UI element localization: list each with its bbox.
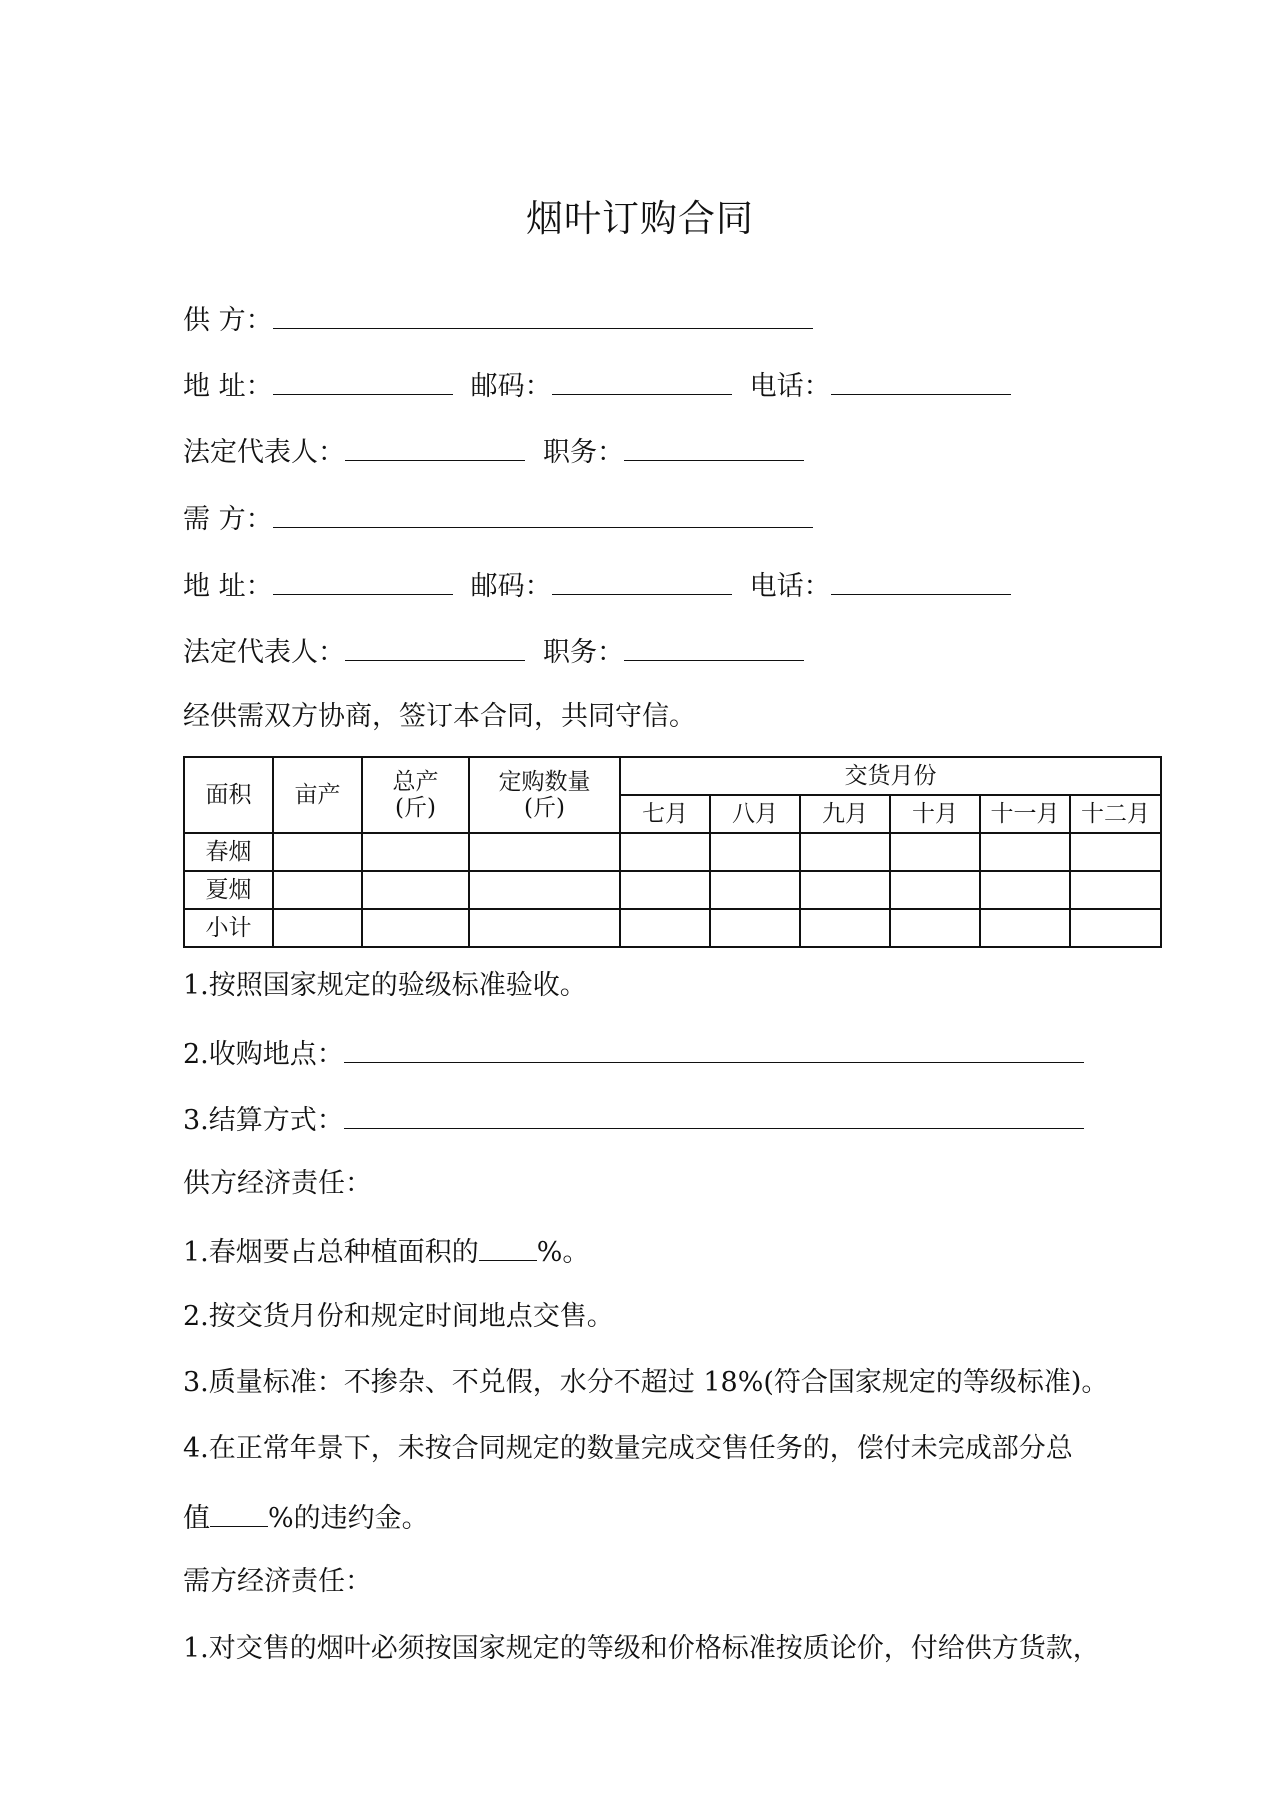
buyer-phone-blank[interactable] xyxy=(831,564,1011,595)
supplier-duty-1-suffix: %。 xyxy=(536,1237,590,1268)
supplier-position-blank[interactable] xyxy=(624,430,804,461)
buyer-position-blank[interactable] xyxy=(624,630,804,661)
header-month: 十月 xyxy=(890,795,980,833)
clause-3-line xyxy=(183,1098,1084,1138)
buyer-contact-line xyxy=(183,564,1011,604)
table-cell[interactable] xyxy=(980,909,1070,947)
supplier-party-label: 供 方： xyxy=(183,305,273,336)
supplier-duty-4-line1: 4.在正常年景下，未按合同规定的数量完成交售任务的，偿付未完成部分总 xyxy=(183,1433,1073,1464)
header-month: 九月 xyxy=(800,795,890,833)
purchase-location-blank[interactable] xyxy=(344,1032,1084,1063)
table-cell[interactable] xyxy=(980,871,1070,909)
row-label: 小计 xyxy=(184,909,273,947)
table-cell[interactable] xyxy=(273,871,362,909)
supplier-party-line xyxy=(183,298,813,338)
row-label: 春烟 xyxy=(184,833,273,871)
buyer-legal-rep-label: 法定代表人： xyxy=(183,637,345,668)
table-cell[interactable] xyxy=(710,909,800,947)
supplier-duty-1-text: 1.春烟要占总种植面积的 xyxy=(183,1237,479,1268)
supplier-duty-4-prefix: 值 xyxy=(183,1503,210,1534)
header-total-line1: 总产 xyxy=(392,769,439,795)
clause-2-line xyxy=(183,1032,1084,1072)
supplier-postcode-label: 邮码： xyxy=(470,371,552,402)
supplier-duty-1 xyxy=(183,1230,589,1270)
table-row xyxy=(184,871,1161,909)
table-cell[interactable] xyxy=(469,871,620,909)
table-cell[interactable] xyxy=(1070,909,1161,947)
header-order-qty xyxy=(469,757,620,833)
table-cell[interactable] xyxy=(362,833,469,871)
table-cell[interactable] xyxy=(362,909,469,947)
header-month: 十一月 xyxy=(980,795,1070,833)
buyer-postcode-blank[interactable] xyxy=(552,564,732,595)
table-cell[interactable] xyxy=(890,909,980,947)
supplier-phone-label: 电话： xyxy=(749,371,831,402)
table-cell[interactable] xyxy=(273,909,362,947)
supplier-party-blank[interactable] xyxy=(273,298,813,329)
buyer-phone-label: 电话： xyxy=(749,571,831,602)
table-cell[interactable] xyxy=(469,833,620,871)
supplier-phone-blank[interactable] xyxy=(831,364,1011,395)
supplier-address-label: 地 址： xyxy=(183,371,273,402)
table-cell[interactable] xyxy=(273,833,362,871)
table-cell[interactable] xyxy=(1070,871,1161,909)
header-month: 七月 xyxy=(620,795,710,833)
table-cell[interactable] xyxy=(890,833,980,871)
buyer-address-blank[interactable] xyxy=(273,564,453,595)
buyer-party-blank[interactable] xyxy=(273,497,813,528)
supplier-contact-line xyxy=(183,364,1011,404)
clause-2-label: 2.收购地点： xyxy=(183,1039,344,1070)
supplier-address-blank[interactable] xyxy=(273,364,453,395)
settlement-method-blank[interactable] xyxy=(344,1098,1084,1129)
buyer-party-label: 需 方： xyxy=(183,504,273,535)
supplier-position-label: 职务： xyxy=(543,437,624,468)
header-month: 十二月 xyxy=(1070,795,1161,833)
header-month: 八月 xyxy=(710,795,800,833)
delivery-table xyxy=(183,756,1162,948)
document-title: 烟叶订购合同 xyxy=(526,197,754,240)
supplier-postcode-blank[interactable] xyxy=(552,364,732,395)
header-total-line2: (斤) xyxy=(395,795,436,821)
buyer-position-label: 职务： xyxy=(543,637,624,668)
header-total xyxy=(362,757,469,833)
supplier-duty-4-line2 xyxy=(183,1496,429,1536)
table-cell[interactable] xyxy=(620,871,710,909)
row-label: 夏烟 xyxy=(184,871,273,909)
table-cell[interactable] xyxy=(800,871,890,909)
table-cell[interactable] xyxy=(710,871,800,909)
table-cell[interactable] xyxy=(469,909,620,947)
table-cell[interactable] xyxy=(800,909,890,947)
clause-1: 1.按照国家规定的验级标准验收。 xyxy=(183,970,587,1001)
supplier-duty-4-suffix: %的违约金。 xyxy=(268,1503,429,1534)
buyer-address-label: 地 址： xyxy=(183,571,273,602)
table-cell[interactable] xyxy=(1070,833,1161,871)
buyer-rep-line xyxy=(183,630,804,670)
table-cell[interactable] xyxy=(362,871,469,909)
header-area: 面积 xyxy=(184,757,273,833)
table-cell[interactable] xyxy=(980,833,1070,871)
buyer-legal-rep-blank[interactable] xyxy=(345,630,525,661)
clause-3-label: 3.结算方式： xyxy=(183,1105,344,1136)
spring-tobacco-percent-blank[interactable] xyxy=(479,1230,537,1261)
supplier-duty-2: 2.按交货月份和规定时间地点交售。 xyxy=(183,1301,614,1332)
buyer-party-line xyxy=(183,497,813,537)
penalty-percent-blank[interactable] xyxy=(210,1496,268,1527)
table-cell[interactable] xyxy=(710,833,800,871)
header-delivery-month: 交货月份 xyxy=(620,757,1161,795)
table-cell[interactable] xyxy=(620,909,710,947)
table-cell[interactable] xyxy=(890,871,980,909)
buyer-duty-heading: 需方经济责任： xyxy=(183,1566,372,1597)
intro-text: 经供需双方协商，签订本合同，共同守信。 xyxy=(183,701,696,732)
buyer-duty-1: 1.对交售的烟叶必须按国家规定的等级和价格标准按质论价，付给供方货款， xyxy=(183,1633,1100,1664)
header-order-line1: 定购数量 xyxy=(498,769,591,795)
table-cell[interactable] xyxy=(800,833,890,871)
table-header-row xyxy=(184,757,1161,795)
supplier-legal-rep-blank[interactable] xyxy=(345,430,525,461)
table-row xyxy=(184,909,1161,947)
header-yield: 亩产 xyxy=(273,757,362,833)
table-row xyxy=(184,833,1161,871)
supplier-rep-line xyxy=(183,430,804,470)
table-cell[interactable] xyxy=(620,833,710,871)
buyer-postcode-label: 邮码： xyxy=(470,571,552,602)
supplier-legal-rep-label: 法定代表人： xyxy=(183,437,345,468)
supplier-duty-3: 3.质量标准：不掺杂、不兑假，水分不超过 18%(符合国家规定的等级标准)。 xyxy=(183,1367,1109,1398)
supplier-duty-heading: 供方经济责任： xyxy=(183,1168,372,1199)
header-order-line2: (斤) xyxy=(524,795,565,821)
